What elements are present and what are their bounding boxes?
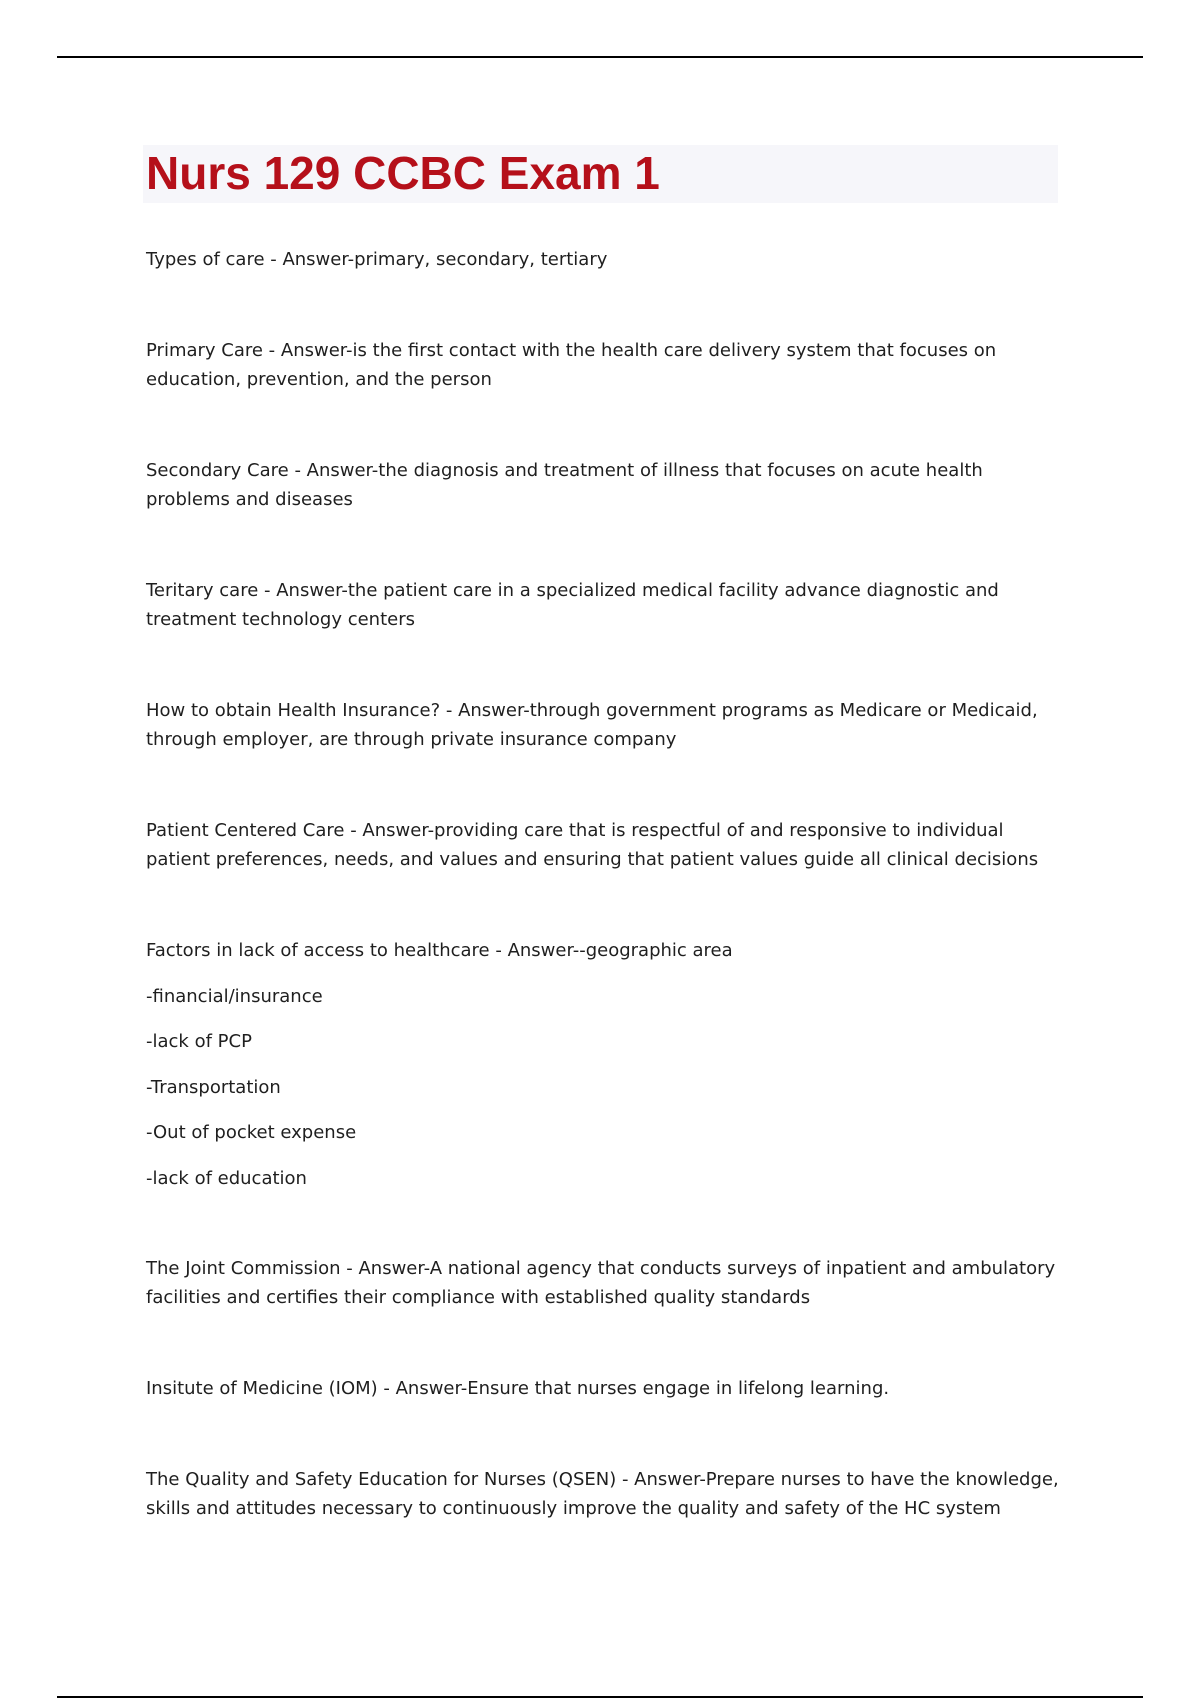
qa-entry-qsen: The Quality and Safety Education for Nurses (QSEN) - Answer-Prepare nurses to have the knowledge, skills and attitudes necessary to continuously improve the quality and safety of the HC system [146, 1469, 1059, 1519]
qa-entry-types-of-care: Types of care - Answer-primary, secondary, tertiary [146, 249, 608, 270]
access-factor-item: -lack of education [146, 1168, 307, 1189]
access-factor-item: -Out of pocket expense [146, 1122, 357, 1143]
document-title: Nurs 129 CCBC Exam 1 [146, 147, 660, 199]
qa-entry-secondary-care: Secondary Care - Answer-the diagnosis and treatment of illness that focuses on acute health problems and diseases [146, 460, 983, 510]
qa-entry-primary-care: Primary Care - Answer-is the first contact with the health care delivery system that focuses on education, prevention, and the person [146, 340, 997, 390]
access-factor-item: -Transportation [146, 1077, 281, 1098]
qa-entry-access-factors: Factors in lack of access to healthcare - Answer--geographic area [146, 940, 733, 961]
access-factor-item: -lack of PCP [146, 1031, 252, 1052]
qa-entry-iom: Insitute of Medicine (IOM) - Answer-Ensure that nurses engage in lifelong learning. [146, 1378, 890, 1399]
access-factor-item: -financial/insurance [146, 986, 323, 1007]
qa-entry-patient-centered-care: Patient Centered Care - Answer-providing care that is respectful of and responsive to individual patient preferences, needs, and values and ensuring that patient values guide all clinical decisions [146, 820, 1039, 870]
top-rule [57, 56, 1143, 58]
qa-entry-tertiary-care: Teritary care - Answer-the patient care in a specialized medical facility advance diagnostic and treatment technology centers [146, 580, 999, 630]
qa-entry-joint-commission: The Joint Commission - Answer-A national agency that conducts surveys of inpatient and ambulatory facilities and certifies their compliance with established quality standards [146, 1258, 1056, 1308]
qa-entry-health-insurance: How to obtain Health Insurance? - Answer-through government programs as Medicare or Medicaid, through employer, are through private insurance company [146, 700, 1038, 750]
bottom-rule [57, 1696, 1143, 1698]
